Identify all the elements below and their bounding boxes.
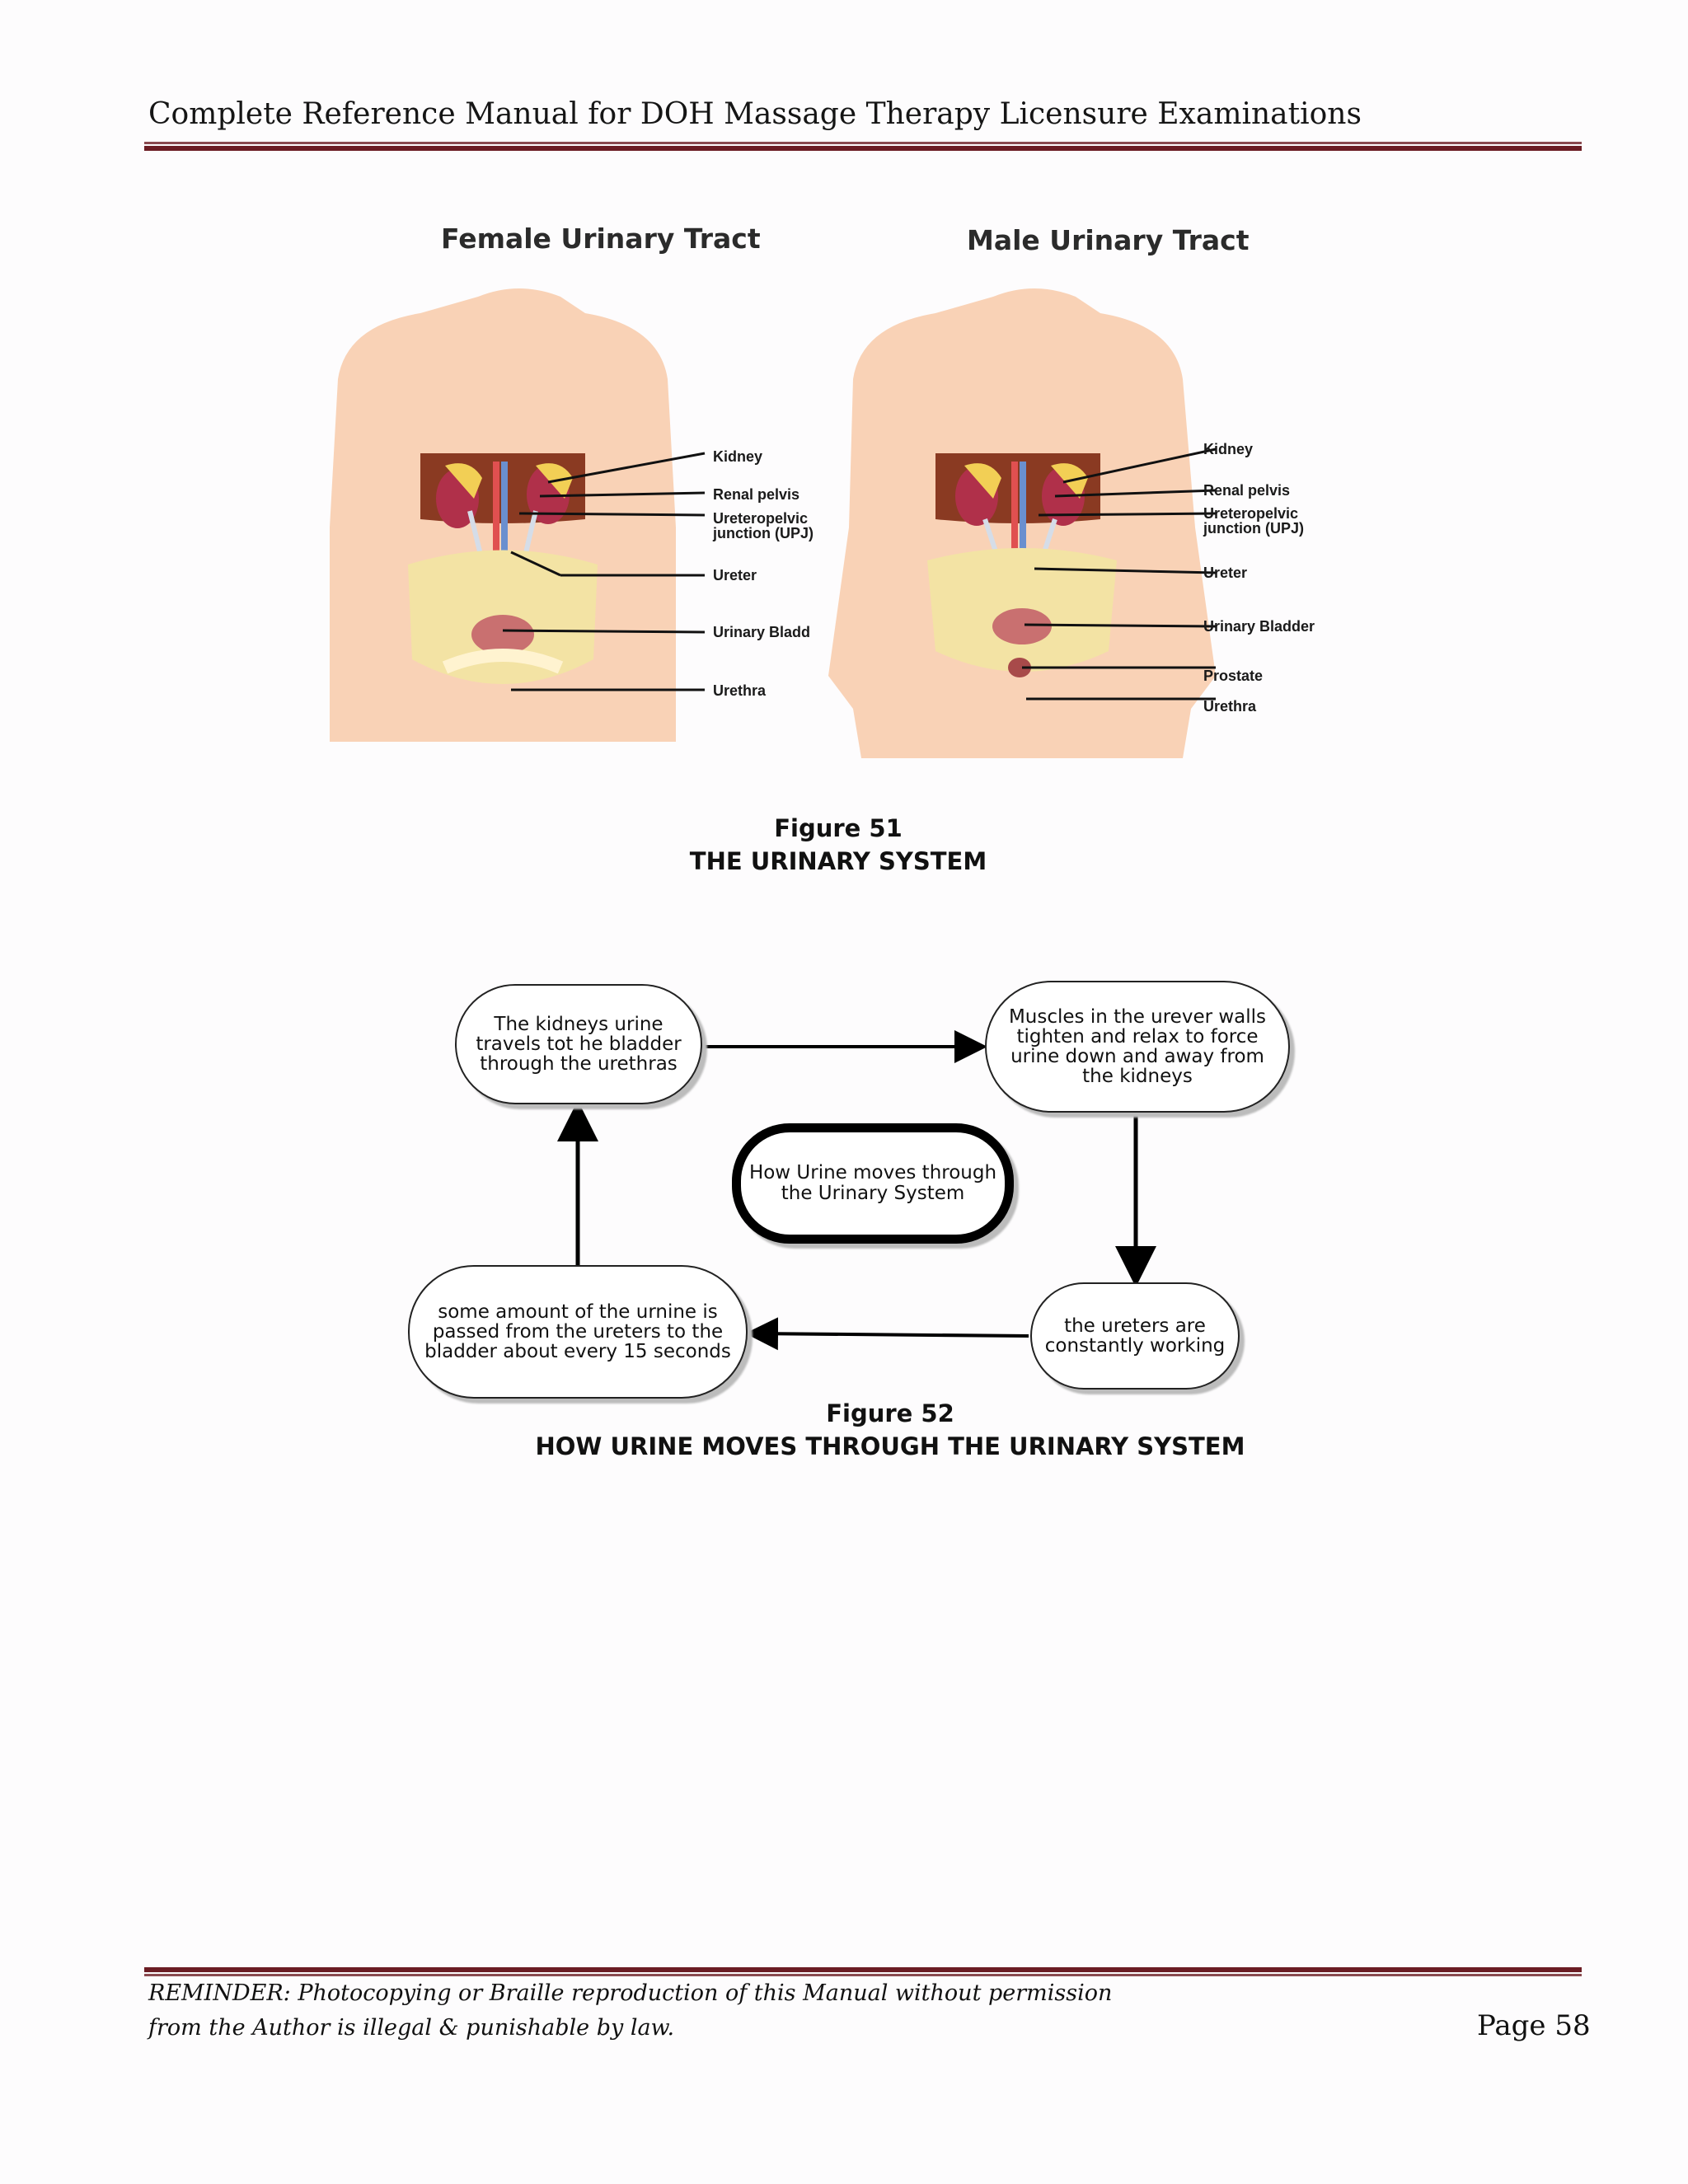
- page-number: Page 58: [1477, 2009, 1591, 2042]
- female-label-urinary-bladder: Urinary Bladd: [713, 624, 811, 640]
- figure52-caption-number: Figure 52: [826, 1399, 954, 1427]
- figure52-caption-title: HOW URINE MOVES THROUGH THE URINARY SYSTEM: [535, 1432, 1245, 1460]
- flow-node-kidneys: [455, 984, 702, 1104]
- footer-reminder-line1: REMINDER: Photocopying or Braille reproduction of this Manual without permission: [148, 1980, 1113, 2006]
- flow-node-passed: [408, 1265, 748, 1399]
- flow-center-title: [732, 1123, 1014, 1244]
- flow-node-ureters: [1030, 1282, 1240, 1390]
- footer-rule-thick: [144, 1967, 1582, 1972]
- male-label-ureteropelvic: Ureteropelvic: [1203, 505, 1299, 522]
- flow-node-muscles: [985, 981, 1290, 1113]
- footer-reminder: [148, 1976, 1112, 2046]
- male-label-urethra: Urethra: [1203, 698, 1257, 715]
- female-label-upj: junction (UPJ): [713, 525, 814, 541]
- page-header-title: Complete Reference Manual for DOH Massage Therapy Licensure Examinations: [148, 97, 1362, 131]
- male-tract-title: Male Urinary Tract: [967, 224, 1250, 256]
- flow-node-muscles-text: Muscles in the urever walls tighten and relax to force urine down and away from the kidneys: [1008, 1006, 1267, 1087]
- male-label-ureter: Ureter: [1203, 565, 1248, 581]
- flow-node-passed-text: some amount of the urnine is passed from the ureters to the bladder about every 15 seconds: [424, 1301, 731, 1362]
- flow-node-kidneys-text: The kidneys urine travels tot he bladder through the urethras: [476, 1014, 682, 1075]
- flow-node-ureters-text: the ureters are constantly working: [1044, 1315, 1226, 1357]
- footer-reminder-line2: from the Author is illegal & punishable by law.: [148, 2015, 675, 2041]
- flow-center-title-text: How Urine moves through the Urinary System: [748, 1162, 997, 1204]
- male-label-renal-pelvis: Renal pelvis: [1203, 482, 1291, 499]
- male-label-upj: junction (UPJ): [1203, 520, 1304, 537]
- female-label-urethra: Urethra: [713, 682, 767, 699]
- female-label-renal-pelvis: Renal pelvis: [713, 486, 800, 503]
- male-label-prostate: Prostate: [1203, 668, 1264, 684]
- figure51-caption-number: Figure 51: [774, 814, 903, 842]
- female-label-ureteropelvic: Ureteropelvic: [713, 510, 809, 527]
- male-label-kidney: Kidney: [1203, 441, 1254, 457]
- female-label-ureter: Ureter: [713, 567, 757, 583]
- female-tract-title: Female Urinary Tract: [441, 223, 761, 255]
- arrow-bottomright-to-bottomleft: [752, 1333, 1029, 1336]
- female-label-kidney: Kidney: [713, 448, 763, 465]
- figure51-caption-title: THE URINARY SYSTEM: [689, 847, 987, 875]
- male-label-urinary-bladder: Urinary Bladder: [1203, 618, 1315, 635]
